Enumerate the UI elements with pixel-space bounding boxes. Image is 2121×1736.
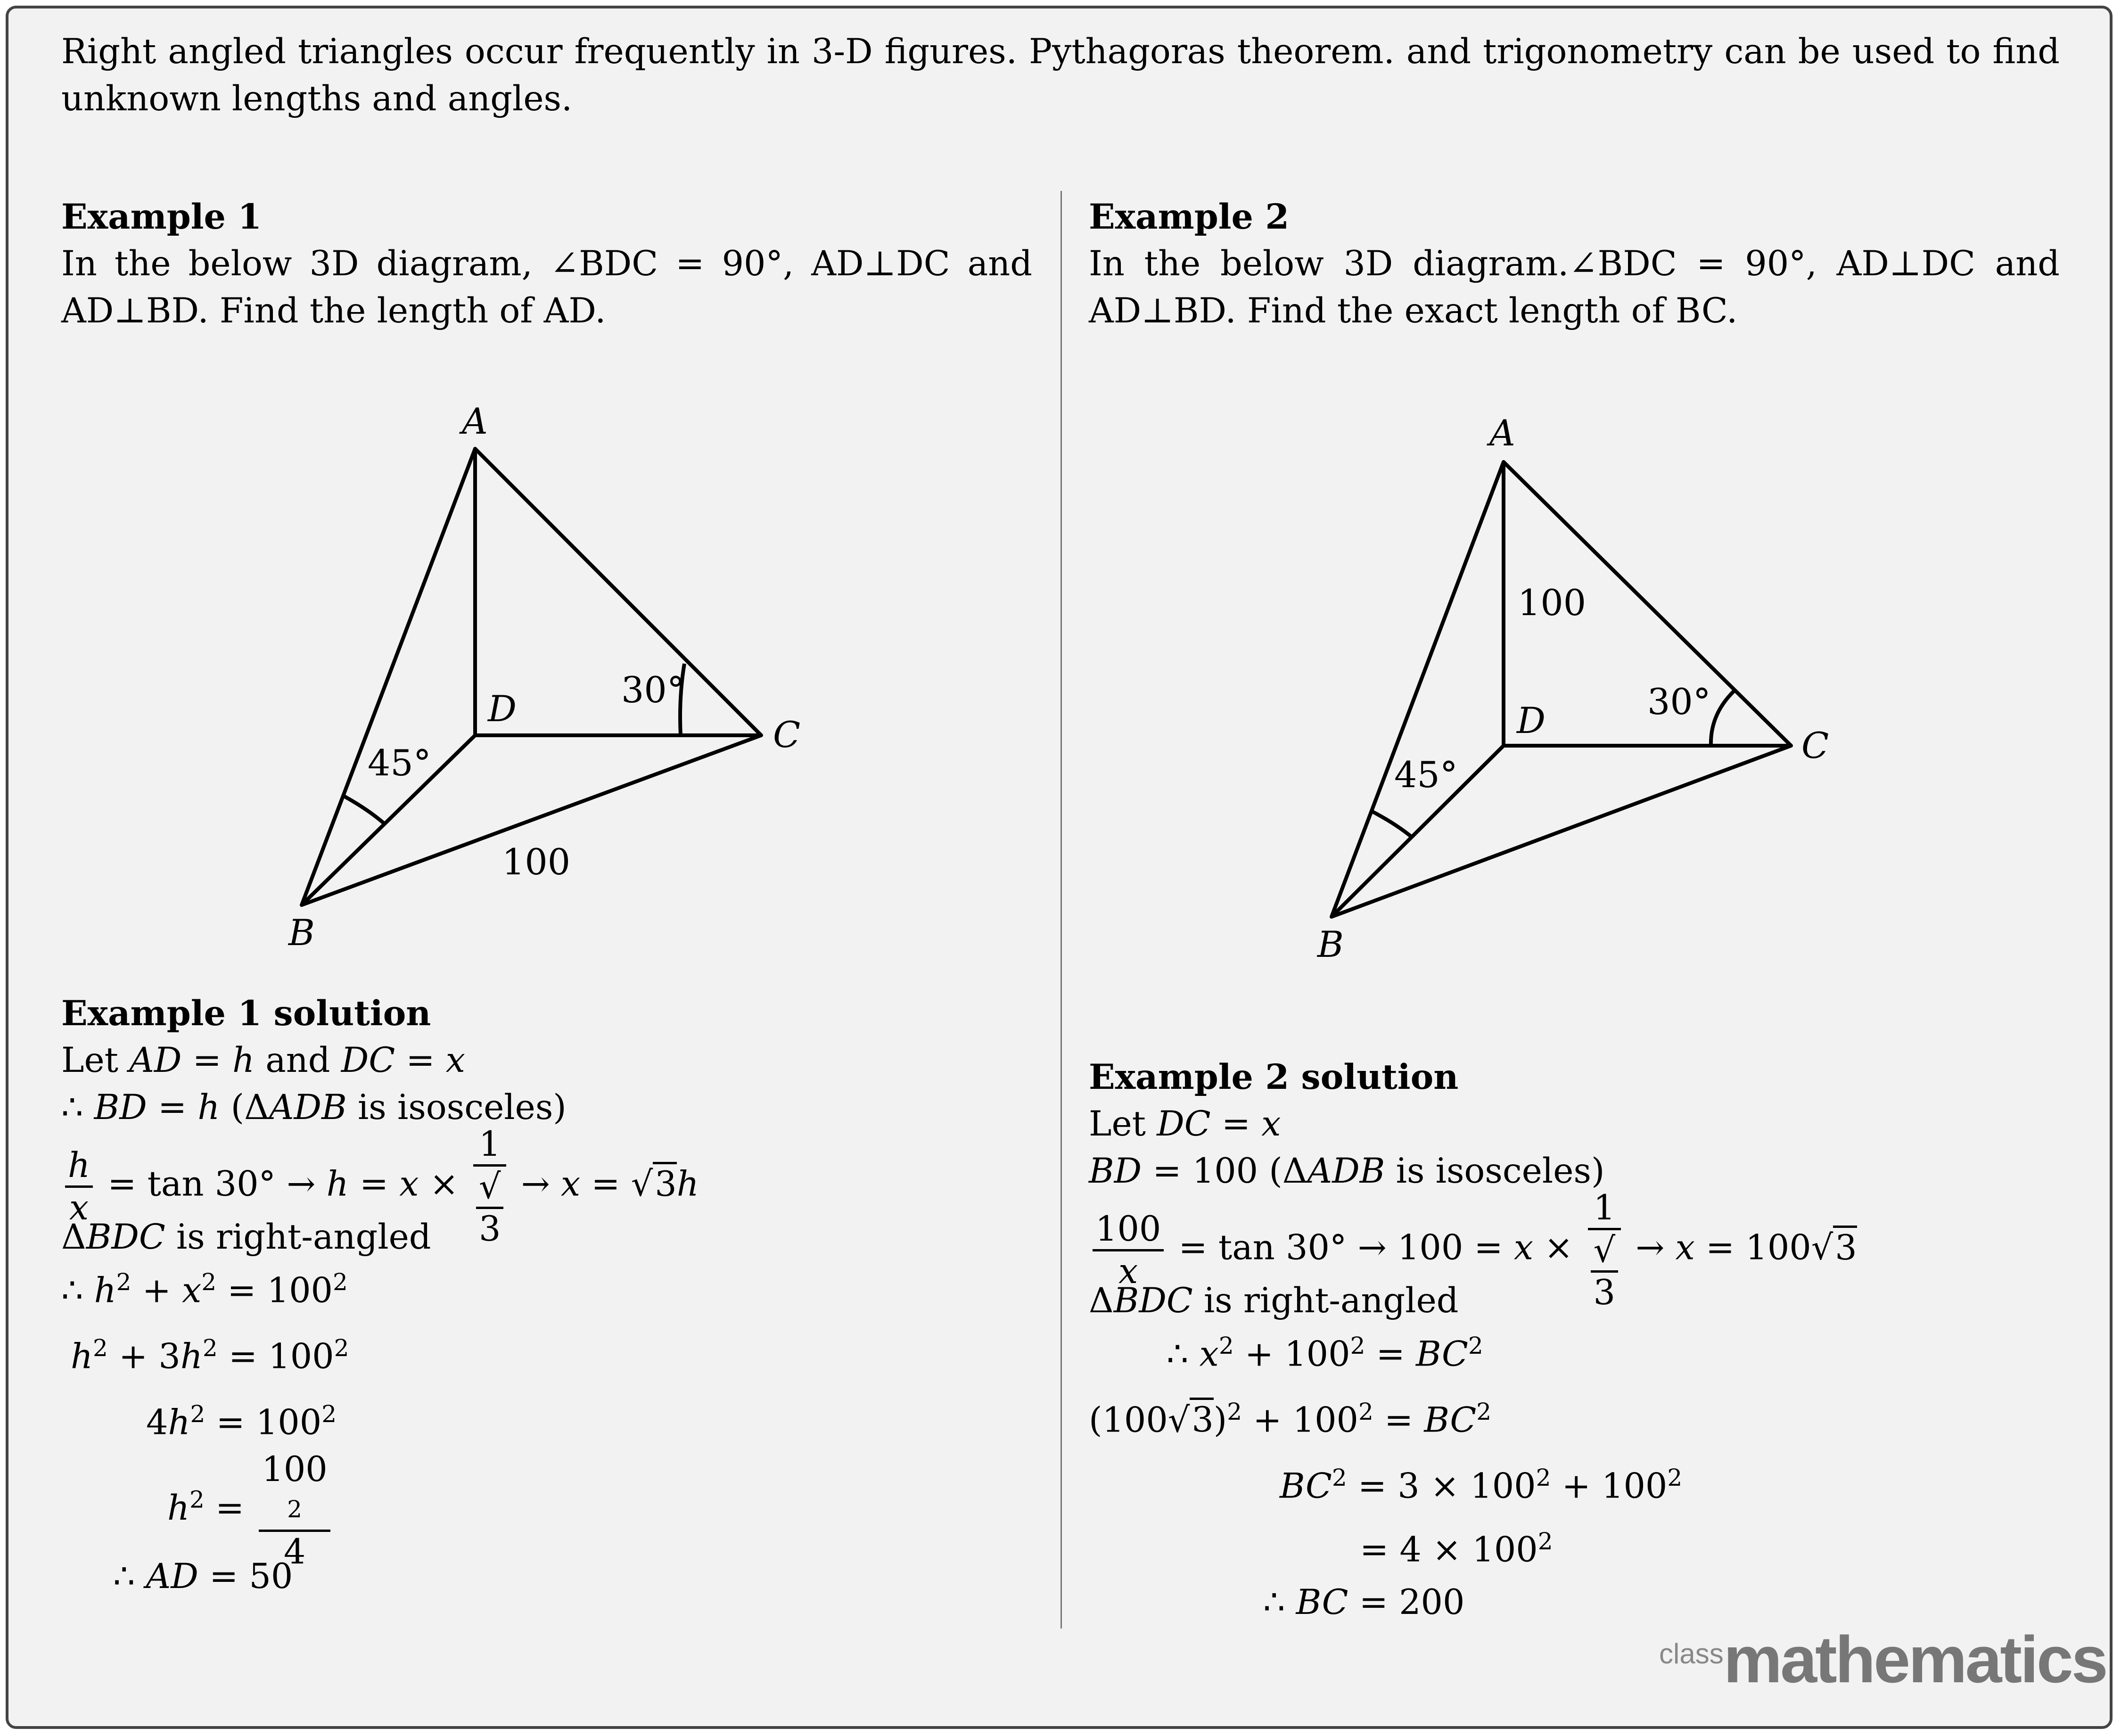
label-a: A	[462, 400, 488, 442]
ex2-line-3: $\frac{100}{x}$ = tan 30° → 100 = x × 1 √ 3 → x = 100√3	[1089, 1188, 1857, 1313]
example2-text: In the below 3D diagram.∠BDC = 90°, AD⊥DC and AD⊥BD. Find the exact length of BC.	[1089, 244, 2060, 331]
example1-text: In the below 3D diagram, ∠BDC = 90°, AD⊥DC and AD⊥BD. Find the length of AD.	[61, 244, 1032, 331]
ex2-line-2: BD = 100 (ΔADB is isosceles)	[1089, 1151, 1605, 1191]
label-side-bc: 100	[502, 841, 571, 883]
label-a-2: A	[1489, 412, 1515, 454]
ex1-line-6: $h^2 + 3h^2 = 100^2$	[71, 1334, 349, 1377]
example2-title: Example 2	[1089, 197, 1290, 237]
angle-arc-b-2	[1373, 812, 1413, 838]
ex1-line-8: $h^2$ = 100 2 4	[167, 1449, 334, 1572]
classmathematics-logo	[1659, 1621, 2106, 1696]
ex2-line-8: = $4 \times 100^2$	[1360, 1528, 1553, 1570]
ex2-line-9: ∴ BC = 200	[1263, 1582, 1465, 1622]
label-angle-c: 30°	[621, 669, 685, 711]
ex1-line-2: ∴ BD = h (ΔADB is isosceles)	[61, 1087, 567, 1127]
label-angle-b: 45°	[368, 742, 431, 784]
label-d: D	[488, 688, 517, 730]
logo-mathematics-text: mathematics	[1723, 1622, 2106, 1696]
ex2-line-7: $BC^2 = 3 \times 100^2 + 100^2$	[1280, 1464, 1683, 1506]
ex1-line-5: ∴ $h^2 + x^2 = 100^2$	[61, 1268, 348, 1311]
intro-paragraph: Right angled triangles occur frequently in 3-D figures. Pythagoras theorem. and trigonometry can be used to find unknown lengths and angles.	[61, 32, 2060, 119]
label-angle-b-2: 45°	[1394, 754, 1458, 796]
ex1-line-4: ΔBDC is right-angled	[61, 1217, 431, 1257]
ex2-line-1: Let DC = x	[1089, 1104, 1281, 1144]
angle-arc-c-2	[1711, 691, 1735, 746]
label-b-2: B	[1317, 923, 1344, 965]
label-b: B	[288, 912, 315, 954]
label-angle-c-2: 30°	[1647, 681, 1711, 723]
ex1-line-9: ∴ AD = 50	[113, 1556, 293, 1596]
label-d-2: D	[1517, 699, 1546, 741]
ex2-line-5: ∴ $x^2 + 100^2 = BC^2$	[1167, 1332, 1483, 1374]
ex2-line-4: ΔBDC is right-angled	[1089, 1281, 1459, 1321]
example1-title: Example 1	[61, 197, 262, 237]
ex2-line-6: $(100√3)^2 + 100^2 = BC^2$	[1089, 1398, 1492, 1440]
logo-class-text: class	[1659, 1638, 1724, 1670]
label-c: C	[773, 714, 801, 756]
ex1-line-3: $\frac{h}{x}$ = tan 30° → h = x × 1 √ 3 → x = √3h	[61, 1124, 699, 1249]
label-c-2: C	[1801, 724, 1829, 766]
example2-solution-title: Example 2 solution	[1089, 1057, 1459, 1097]
ex1-line-7: $4h^2 = 100^2$	[146, 1400, 337, 1443]
ex1-line-1: Let AD = h and DC = x	[61, 1040, 465, 1080]
label-side-ad-2: 100	[1518, 582, 1587, 624]
example1-solution-title: Example 1 solution	[61, 993, 431, 1034]
